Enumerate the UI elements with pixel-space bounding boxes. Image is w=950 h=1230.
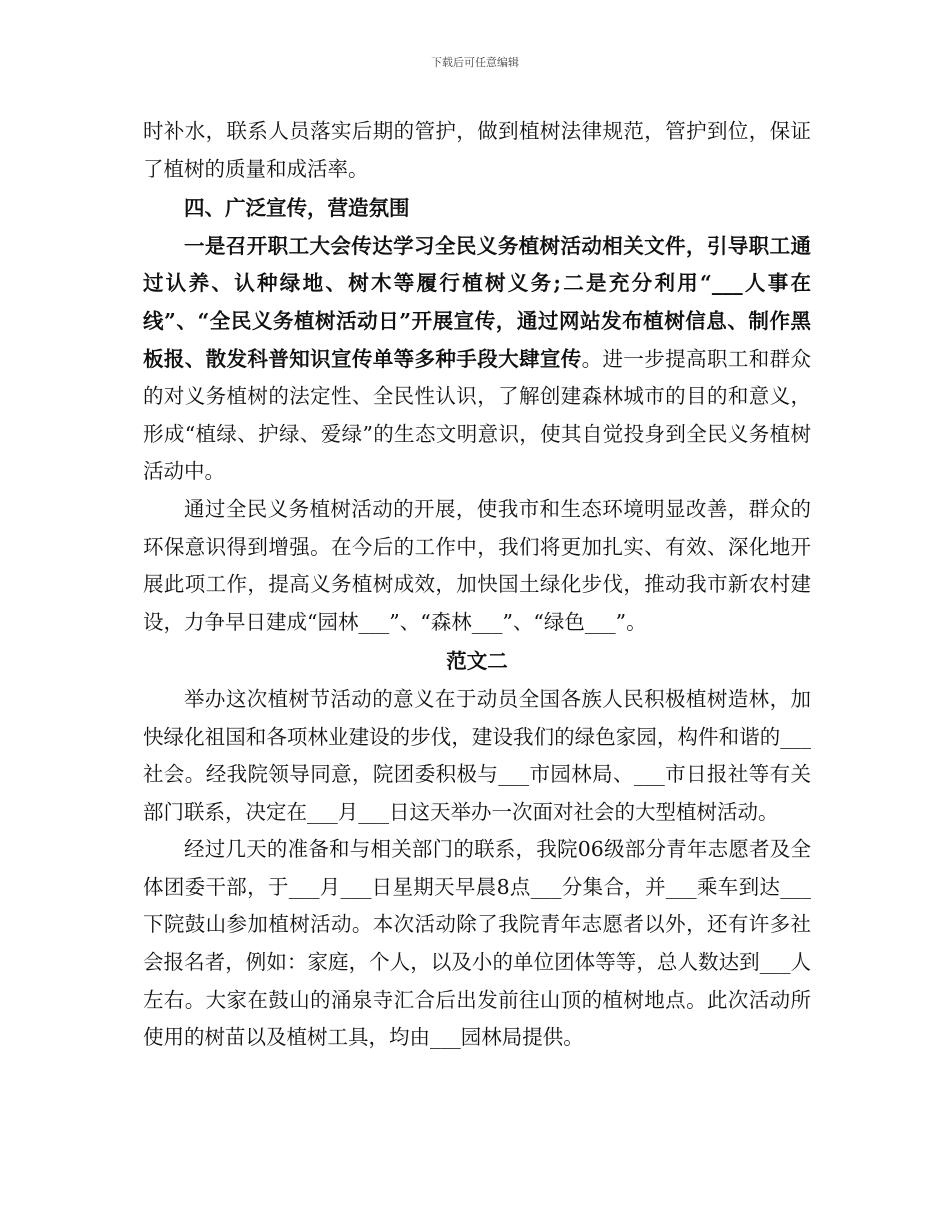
document-body xyxy=(143,113,811,1057)
paragraph-conclusion: 通过全民义务植树活动的开展，使我市和生态环境明显改善，群众的环保意识得到增强。在今后的工作中，我们将更加扎实、有效、深化地开展此项工作，提高义务植树成效，加快国土绿化步伐，推动我市新农村建设，力争早日建成“园林___”、“森林___”、“绿色___”。 xyxy=(143,496,811,634)
paragraph-significance: 举办这次植树节活动的意义在于动员全国各族人民积极植树造林，加快绿化祖国和各项林业建设的步伐，建设我们的绿色家园，构件和谐的___社会。经我院领导同意，院团委积极与___市园林局、___市日报社等有关部门联系，决定在___月___日这天举办一次面对社会的大型植树活动。 xyxy=(143,686,811,824)
paragraph-publicity-bold: 一是召开职工大会传达学习全民义务植树活动相关文件，引导职工通过认养、认种绿地、树木等履行植树义务;二是充分利用“___人事在线”、“全民义务植树活动日”开展宣传，通过网站发布植树信息、制作黑板报、散发科普知识宣传单等多种手段大肆宣传 xyxy=(143,233,811,371)
paragraph-publicity xyxy=(143,228,811,491)
paragraph-activity: 经过几天的准备和与相关部门的联系，我院06级部分青年志愿者及全体团委干部，于___月___日星期天早晨8点___分集合，并___乘车到达___下院鼓山参加植树活动。本次活动除了我院青年志愿者以外，还有许多社会报名者，例如：家庭，个人，以及小的单位团体等等，总人数达到___人左右。大家在鼓山的涌泉寺汇合后出发前往山顶的植树地点。此次活动所使用的树苗以及植树工具，均由___园林局提供。 xyxy=(143,837,811,1050)
page-header-note: 下载后可任意编辑 xyxy=(431,56,519,69)
paragraph-publicity-rest: 。进一步提高职工和群众的对义务植树的法定性、全民性认识，了解创建森林城市的目的和意义，形成“植绿、护绿、爱绿”的生态文明意识，使其自觉投身到全民义务植树活动中。 xyxy=(143,346,812,484)
section-title-sample-2: 范文二 xyxy=(446,649,508,674)
section-heading-4: 四、广泛宣传，营造氛围 xyxy=(184,196,410,221)
paragraph-continuation: 时补水，联系人员落实后期的管护，做到植树法律规范，管护到位，保证了植树的质量和成活率。 xyxy=(143,119,811,181)
